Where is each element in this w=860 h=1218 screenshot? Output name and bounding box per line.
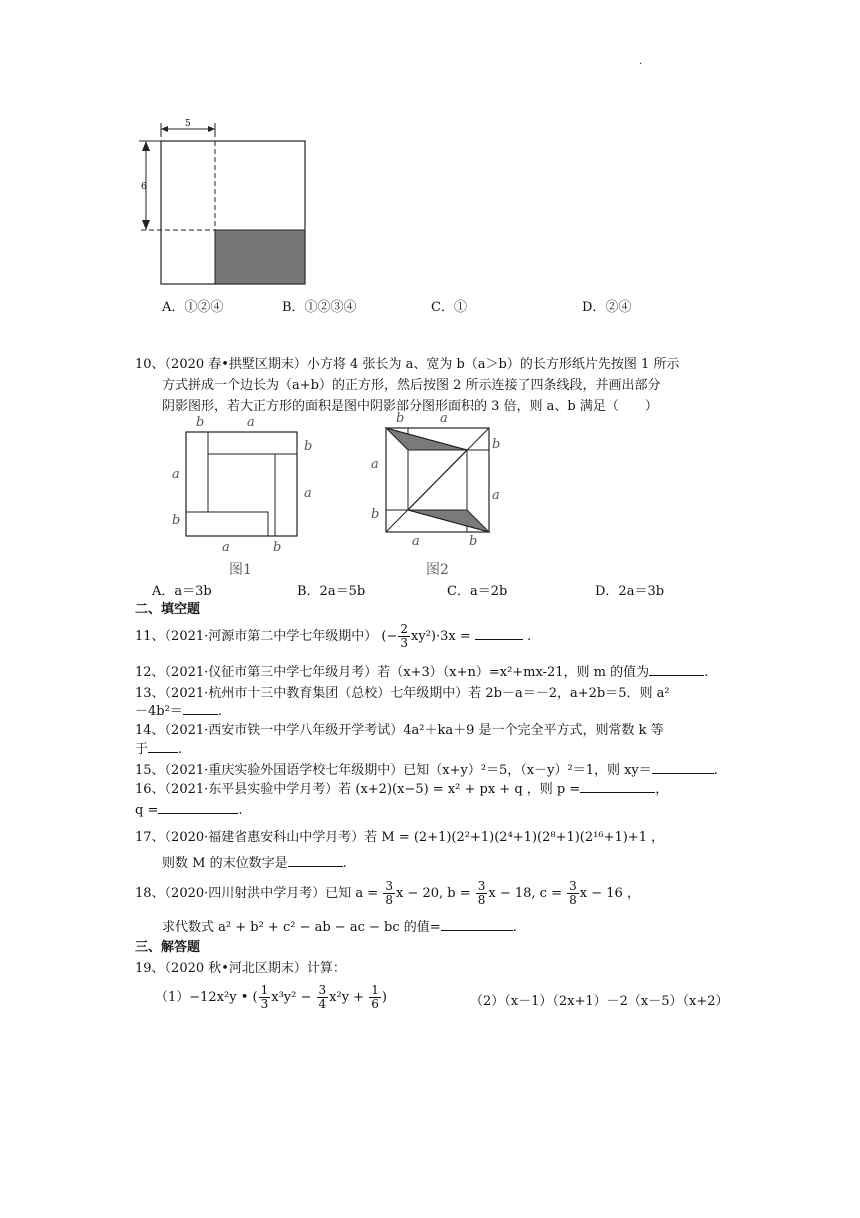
svg-text:b: b	[492, 437, 501, 452]
q10-option-c: C．a＝2b	[447, 584, 508, 599]
answer-blank[interactable]	[288, 854, 343, 867]
svg-text:b: b	[273, 540, 282, 555]
answer-blank-q[interactable]	[158, 801, 238, 814]
svg-text:a: a	[247, 415, 255, 430]
svg-text:b: b	[371, 507, 380, 522]
question-18-line-2: 求代数式 a² + b² + c² − ab − ac − bc 的值= .	[162, 920, 517, 935]
q10-option-a: A．a＝3b	[152, 584, 212, 599]
question-13-line-2: －4b²＝ .	[135, 704, 222, 719]
q10-option-b: B．2a＝5b	[297, 584, 366, 599]
arrowhead-bottom	[142, 220, 150, 230]
q10-figure-2	[365, 410, 525, 580]
shaded-rectangle	[215, 230, 305, 284]
section-solutions-heading: 三、解答题	[135, 940, 201, 955]
q9-option-b: B．①②③④	[282, 300, 357, 315]
fig1-caption: 图1	[229, 562, 252, 578]
page-mark: .	[639, 56, 643, 67]
q10-figure-1	[165, 410, 325, 580]
rect-bottom	[186, 512, 268, 536]
section-fill-in-heading: 二、填空题	[135, 602, 201, 617]
q9-option-a: A．①②④	[162, 300, 224, 315]
question-17-line-2: 则数 M 的末位数字是 .	[162, 856, 347, 871]
q10-line-1: 10、（2020 春•拱墅区期末）小方将 4 张长为 a、宽为 b（a＞b）的长方形纸片先按图 1 所示	[135, 357, 680, 372]
arrowhead-top	[142, 141, 150, 151]
question-14-line-1: 14、（2021·西安市铁一中学八年级开学考试）4a²＋ka＋9 是一个完全平方式，则常数 k 等	[135, 723, 664, 738]
svg-text:b: b	[469, 534, 478, 549]
arrowhead-left	[161, 126, 168, 132]
answer-blank[interactable]	[475, 627, 523, 640]
q10-option-d: D．2a＝3b	[595, 584, 665, 599]
svg-text:a: a	[440, 411, 448, 426]
question-13-line-1: 13、（2021·杭州市十三中教育集团（总校）七年级期中）若 2b－a＝－2，a+2b＝5．则 a²	[135, 686, 670, 701]
answer-blank[interactable]	[441, 918, 513, 931]
q9-option-d: D．②④	[582, 300, 632, 315]
svg-text:a: a	[371, 457, 379, 472]
answer-blank[interactable]	[652, 761, 714, 774]
fig2-caption: 图2	[426, 562, 449, 578]
question-19-part-1: （1）−12x²y • ( $\frac{1}{3}$ x³y² − $\frac{3}{4}$ x²y + $\frac{1}{6}$ )	[155, 983, 387, 1011]
q9-figure	[135, 115, 315, 290]
question-15: 15、（2021·重庆实验外国语学校七年级期中）已知（x+y）²＝5，（x－y）²＝1，则 xy＝ .	[135, 763, 718, 778]
rect-top	[208, 432, 297, 454]
svg-text:a: a	[172, 467, 180, 482]
svg-text:a: a	[492, 488, 500, 503]
svg-text:b: b	[196, 415, 205, 430]
height-label: 6	[141, 182, 147, 192]
svg-text:b: b	[304, 439, 313, 454]
svg-text:a: a	[412, 534, 420, 549]
q10-line-2: 方式拼成一个边长为（a+b）的正方形，然后按图 2 所示连接了四条线段，并画出部分	[162, 378, 661, 393]
question-14-line-2: 于 .	[135, 742, 183, 757]
question-19-part-2: （2）（x－1）（2x+1）－2（x－5）（x+2）	[470, 994, 729, 1009]
svg-text:b: b	[172, 513, 181, 528]
rect-right	[275, 454, 297, 536]
answer-blank[interactable]	[183, 702, 218, 715]
svg-text:a: a	[304, 486, 312, 501]
question-17-line-1: 17、（2020·福建省惠安科山中学月考）若 M = (2+1)(2²+1)(2⁴+1)(2⁸+1)(2¹⁶+1)+1 ，	[135, 830, 665, 845]
width-label: 5	[185, 119, 191, 129]
q10-line-3: 阴影图形，若大正方形的面积是图中阴影部分图形面积的 3 倍，则 a、b 满足（ ）	[162, 399, 658, 414]
question-16-line-2: q = .	[135, 803, 243, 818]
question-12: 12、（2021·仪征市第三中学七年级月考）若（x+3）（x+n）=x²+mx-21，则 m 的值为 .	[135, 665, 709, 680]
arrowhead-right	[208, 126, 215, 132]
answer-blank-p[interactable]	[580, 780, 655, 793]
question-11: 11、（2021·河源市第二中学七年级期中） (− $\frac{2}{3}$ xy²)·3x = .	[135, 622, 532, 650]
question-18-line-1: 18、（2020·四川射洪中学月考）已知 a = $\frac{3}{8}$ x − 20, b = $\frac{3}{8}$ x − 18, c = $\frac{3}{8}$ x − 16 ，	[135, 879, 640, 907]
big-square	[186, 432, 297, 536]
svg-text:b: b	[396, 411, 405, 426]
answer-blank[interactable]	[148, 740, 178, 753]
q9-option-c: C．①	[431, 300, 467, 315]
question-19-title: 19、（2020 秋•河北区期末）计算：	[135, 961, 346, 976]
rect-left	[186, 432, 208, 512]
svg-text:a: a	[222, 540, 230, 555]
question-16-line-1: 16、（2021·东平县实验中学月考）若 (x+2)(x−5) = x² + px + q ，则 p = ，	[135, 782, 669, 797]
answer-blank[interactable]	[649, 663, 704, 676]
